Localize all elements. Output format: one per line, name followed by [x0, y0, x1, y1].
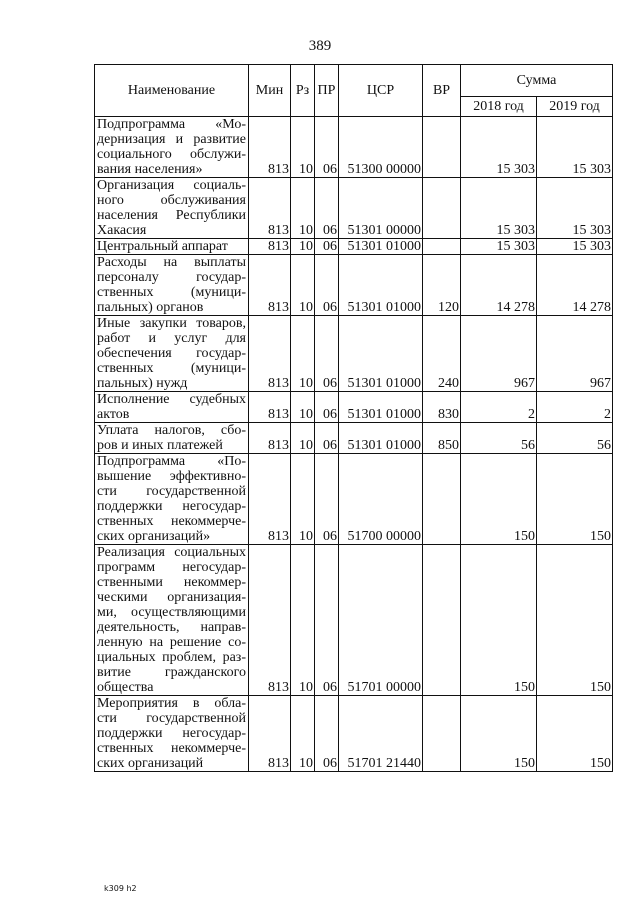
- row-name-line: сти государственной: [97, 711, 246, 726]
- row-name-line: Хакасия: [97, 223, 147, 238]
- row-name-line: населения Республики: [97, 208, 246, 223]
- row-vr: 850: [423, 423, 461, 454]
- row-min: 813: [249, 316, 291, 392]
- footer-code: k309 h2: [104, 884, 137, 893]
- row-name-line: актов: [97, 407, 130, 422]
- row-y2018: 150: [461, 545, 537, 696]
- row-name-line: ственных некоммерче-: [97, 741, 246, 756]
- table-row: [95, 696, 613, 772]
- table-row: [95, 545, 613, 696]
- row-name-line: Организация социаль-: [97, 178, 246, 193]
- row-name-line: Уплата налогов, сбо-: [97, 423, 246, 438]
- row-name: [95, 117, 249, 178]
- row-name-line: пальных) органов: [97, 300, 204, 315]
- row-name-line: Иные закупки товаров,: [97, 316, 246, 331]
- row-rz: 10: [291, 178, 315, 239]
- row-vr: 830: [423, 392, 461, 423]
- row-y2018: 14 278: [461, 255, 537, 316]
- header-vr: ВР: [423, 65, 461, 117]
- row-name-line: пальных) нужд: [97, 376, 188, 391]
- row-pr: 06: [315, 696, 339, 772]
- row-name-line: ленную на решение со-: [97, 635, 246, 650]
- table-row: [95, 423, 613, 454]
- row-min: 813: [249, 255, 291, 316]
- row-y2019: 15 303: [537, 178, 613, 239]
- row-y2018: 15 303: [461, 178, 537, 239]
- table-row: [95, 255, 613, 316]
- budget-table: [94, 64, 613, 772]
- row-name-line: поддержки негосудар-: [97, 499, 246, 514]
- row-csr: 51301 01000: [339, 255, 423, 316]
- row-name-line: ческими организация-: [97, 590, 246, 605]
- row-name-line: программ негосудар-: [97, 560, 246, 575]
- row-name-line: Расходы на выплаты: [97, 255, 246, 270]
- row-rz: 10: [291, 255, 315, 316]
- row-name-line: Центральный аппарат: [97, 239, 228, 254]
- row-name-line: работ и услуг для: [97, 331, 246, 346]
- row-y2019: 150: [537, 545, 613, 696]
- row-name-line: ских организаций: [97, 756, 204, 771]
- row-name-line: поддержки негосудар-: [97, 726, 246, 741]
- header-csr: ЦСР: [339, 65, 423, 117]
- row-y2019: 56: [537, 423, 613, 454]
- row-min: 813: [249, 696, 291, 772]
- row-csr: 51301 01000: [339, 316, 423, 392]
- row-rz: 10: [291, 316, 315, 392]
- row-name: [95, 316, 249, 392]
- row-vr: [423, 117, 461, 178]
- row-min: 813: [249, 239, 291, 255]
- row-y2019: 14 278: [537, 255, 613, 316]
- row-name-line: Реализация социальных: [97, 545, 246, 560]
- row-y2019: 15 303: [537, 117, 613, 178]
- row-csr: 51300 00000: [339, 117, 423, 178]
- row-rz: 10: [291, 545, 315, 696]
- row-name: [95, 239, 249, 255]
- row-name-line: деятельность, направ-: [97, 620, 246, 635]
- row-name: [95, 696, 249, 772]
- row-min: 813: [249, 545, 291, 696]
- row-rz: 10: [291, 423, 315, 454]
- row-pr: 06: [315, 255, 339, 316]
- row-name-line: Подпрограмма «По-: [97, 454, 246, 469]
- row-pr: 06: [315, 423, 339, 454]
- row-y2018: 150: [461, 696, 537, 772]
- row-min: 813: [249, 392, 291, 423]
- table-row: [95, 178, 613, 239]
- row-csr: 51301 01000: [339, 239, 423, 255]
- row-name-line: ственными некоммер-: [97, 575, 246, 590]
- row-pr: 06: [315, 117, 339, 178]
- row-pr: 06: [315, 454, 339, 545]
- row-name-line: обеспечения государ-: [97, 346, 246, 361]
- row-rz: 10: [291, 454, 315, 545]
- row-min: 813: [249, 178, 291, 239]
- row-vr: [423, 178, 461, 239]
- row-name-line: вышение эффективно-: [97, 469, 246, 484]
- table-row: [95, 454, 613, 545]
- page-number: 389: [308, 38, 332, 54]
- row-csr: 51700 00000: [339, 454, 423, 545]
- row-name-line: Исполнение судебных: [97, 392, 246, 407]
- row-name-line: дернизация и развитие: [97, 132, 246, 147]
- row-name-line: социального обслужи-: [97, 147, 246, 162]
- row-name-line: циальных проблем, раз-: [97, 650, 246, 665]
- row-csr: 51301 01000: [339, 392, 423, 423]
- row-name: [95, 545, 249, 696]
- row-vr: 240: [423, 316, 461, 392]
- row-rz: 10: [291, 239, 315, 255]
- row-name-line: витие гражданского: [97, 665, 246, 680]
- row-y2018: 56: [461, 423, 537, 454]
- header-year-2019: 2019 год: [537, 97, 613, 117]
- row-pr: 06: [315, 316, 339, 392]
- row-rz: 10: [291, 117, 315, 178]
- row-name-line: общества: [97, 680, 154, 695]
- row-y2019: 150: [537, 696, 613, 772]
- row-name: [95, 454, 249, 545]
- row-y2018: 15 303: [461, 117, 537, 178]
- row-y2019: 2: [537, 392, 613, 423]
- row-name-line: сти государственной: [97, 484, 246, 499]
- row-min: 813: [249, 423, 291, 454]
- row-csr: 51701 00000: [339, 545, 423, 696]
- row-vr: [423, 545, 461, 696]
- row-csr: 51701 21440: [339, 696, 423, 772]
- row-vr: [423, 239, 461, 255]
- row-y2018: 967: [461, 316, 537, 392]
- row-name-line: ственных (муници-: [97, 285, 246, 300]
- row-y2019: 15 303: [537, 239, 613, 255]
- row-name-line: ров и иных платежей: [97, 438, 223, 453]
- row-pr: 06: [315, 392, 339, 423]
- row-y2019: 150: [537, 454, 613, 545]
- row-rz: 10: [291, 696, 315, 772]
- row-vr: [423, 696, 461, 772]
- budget-table-body: [95, 117, 613, 772]
- row-rz: 10: [291, 392, 315, 423]
- table-row: [95, 117, 613, 178]
- header-year-2018: 2018 год: [461, 97, 537, 117]
- row-min: 813: [249, 454, 291, 545]
- row-vr: [423, 454, 461, 545]
- row-pr: 06: [315, 178, 339, 239]
- row-pr: 06: [315, 545, 339, 696]
- row-csr: 51301 00000: [339, 178, 423, 239]
- table-row: [95, 316, 613, 392]
- row-name: [95, 178, 249, 239]
- row-name-line: ственных некоммерче-: [97, 514, 246, 529]
- header-name: Наименование: [95, 65, 249, 117]
- row-pr: 06: [315, 239, 339, 255]
- row-csr: 51301 01000: [339, 423, 423, 454]
- row-name-line: ственных (муници-: [97, 361, 246, 376]
- header-sum: Сумма: [461, 65, 613, 97]
- row-name: [95, 392, 249, 423]
- row-name-line: Подпрограмма «Мо-: [97, 117, 246, 132]
- row-name: [95, 255, 249, 316]
- header-rz: Рз: [291, 65, 315, 117]
- header-min: Мин: [249, 65, 291, 117]
- row-vr: 120: [423, 255, 461, 316]
- row-y2018: 150: [461, 454, 537, 545]
- row-min: 813: [249, 117, 291, 178]
- table-row: [95, 239, 613, 255]
- table-row: [95, 392, 613, 423]
- row-y2018: 15 303: [461, 239, 537, 255]
- row-y2019: 967: [537, 316, 613, 392]
- row-name-line: ских организаций»: [97, 529, 211, 544]
- row-name-line: Мероприятия в обла-: [97, 696, 246, 711]
- row-name-line: персоналу государ-: [97, 270, 246, 285]
- row-y2018: 2: [461, 392, 537, 423]
- row-name-line: вания населения»: [97, 162, 203, 177]
- row-name: [95, 423, 249, 454]
- row-name-line: ного обслуживания: [97, 193, 246, 208]
- row-name-line: ми, осуществляющими: [97, 605, 246, 620]
- header-pr: ПР: [315, 65, 339, 117]
